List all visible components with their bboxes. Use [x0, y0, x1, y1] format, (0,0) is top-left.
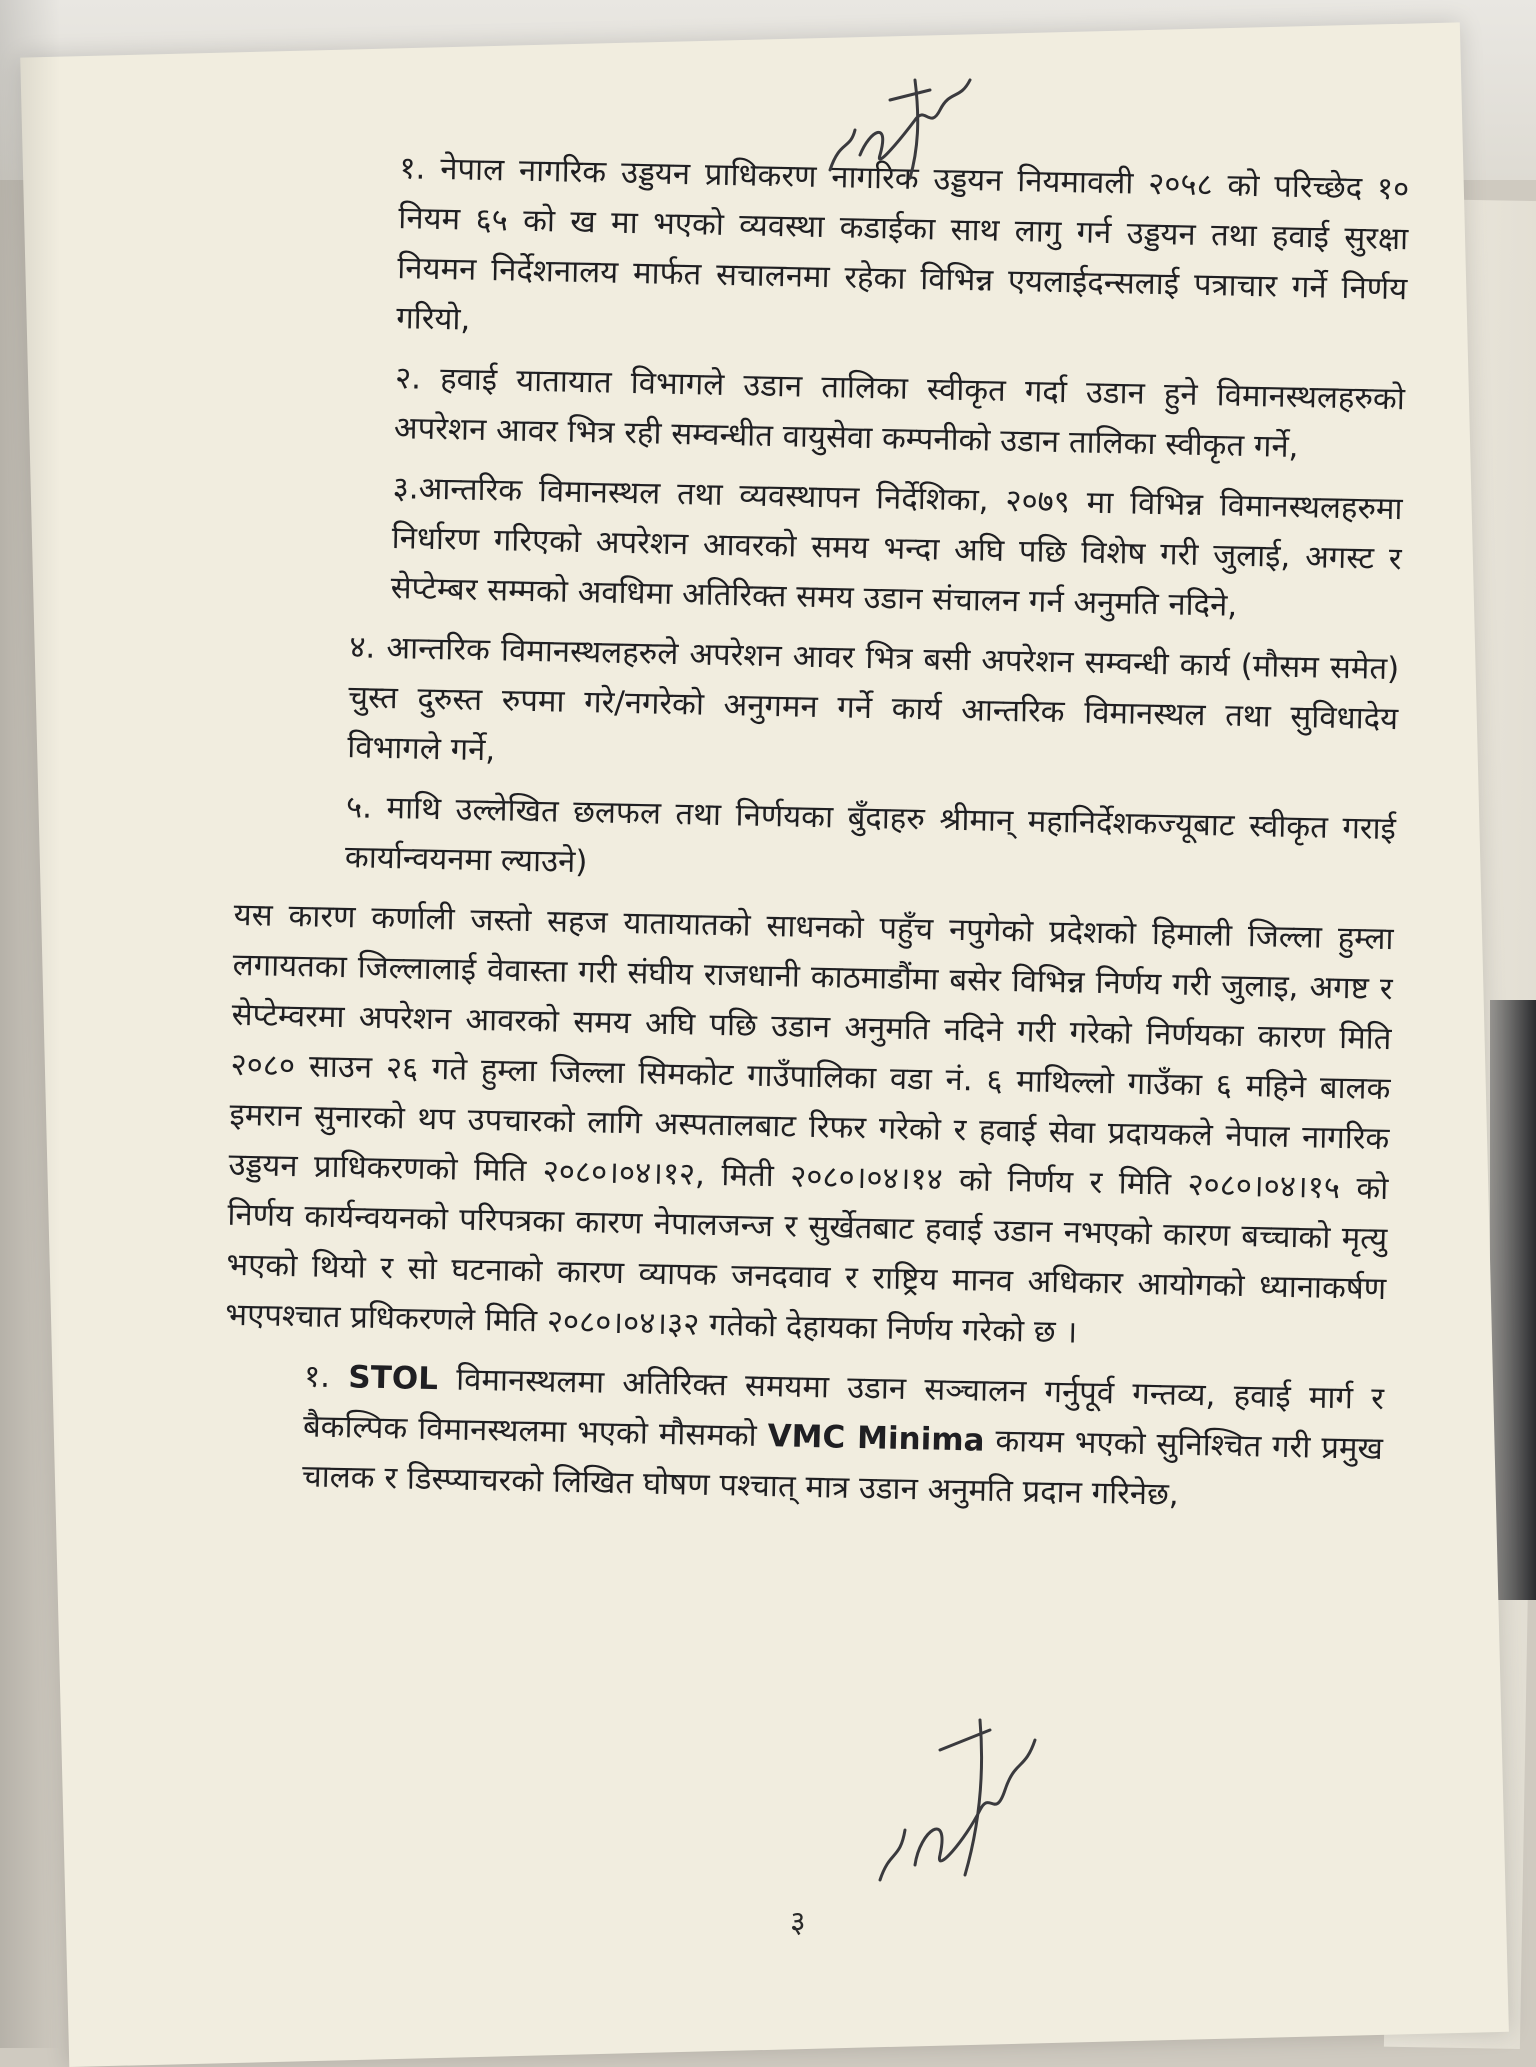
background-dark-edge [1490, 1000, 1536, 1600]
decision-item-1 [222, 1350, 1385, 1524]
stol-term: STOL [347, 1359, 439, 1398]
vmc-minima-term: VMC Minima [767, 1418, 985, 1459]
page-shadow [0, 0, 60, 2048]
document-content [221, 140, 1409, 1534]
signature-bottom [860, 1690, 1050, 1890]
page-number: ३ [790, 1905, 806, 1940]
point-5: ५. माथि उल्लेखित छलफल तथा निर्णयका बुँदाहरु श्रीमान् महानिर्देशकज्यूबाट स्वीकृत गराई कार्यान्वयनमा ल्याउने) [344, 789, 1397, 881]
point-3: ३.आन्तरिक विमानस्थल तथा व्यवस्थापन निर्देशिका, २०७९ मा विभिन्न विमानस्थलहरुमा निर्धारण गरिएको अपरेशन आवरको समय भन्दा अघि पछि विशेष गरी जुलाई, अगस्ट र सेप्टेम्बर सम्मको अवधिमा अतिरिक्त समय उडान संचालन गर्न अनुमति नदिने, [390, 470, 1403, 624]
signature-top [820, 60, 990, 190]
point-1: १. नेपाल नागरिक उड्डयन प्राधिकरण नागरिक उड्डयन नियमावली २०५८ को परिच्छेद १० नियम ६५ को ख मा भएको व्यवस्था कडाईका साथ लागु गर्न उड्डयन तथा हवाई सुरक्षा नियमन निर्देशनालय मार्फत सचालनमा रहेका विभिन्न एयलाईदन्सलाई पत्राचार गर्ने निर्णय गरियो, [395, 150, 1410, 338]
body-paragraph: यस कारण कर्णाली जस्तो सहज यातायातको साधनको पहुँच नपुगेको प्रदेशको हिमाली जिल्ला हुम्ला लगायतका जिल्लालाई वेवास्ता गरी संघीय राजधानी काठमाडौंमा बसेर विभिन्न निर्णय गरी जुलाइ, अगष्ट र सेप्टेम्वरमा अपरेशन आवरको समय अघि पछि उडान अनुमति नदिने गरी गरेको निर्णयका कारण मिति २०८० साउन २६ गते हुम्ला जिल्ला सिमकोट गाउँपालिका वडा नं. ६ माथिल्लो गाउँका ६ महिने बालक इमरान सुनारको थप उपचारको लागि अस्पतालबाट रिफर गरेको र हवाई सेवा प्रदायकले नेपाल नागरिक उड्डयन प्राधिकरणको मिति २०८०।०४।१२, मिती २०८०।०४।१४ को निर्णय र मिति २०८०।०४।१५ को निर्णय कार्यन्वयनको परिपत्रका कारण नेपालजन्ज र सुर्खेतबाट हवाई उडान नभएको कारण बच्चाको मृत्यु भएको थियो र सो घटनाको कारण व्यापक जनदवाव र राष्ट्रिय मानव अधिकार आयोगको ध्यानाकर्षण भएपश्चात प्रधिकरणले मिति २०८०।०४।३२ गतेको देहायका निर्णय गरेको छ । [225, 896, 1394, 1351]
decision-number: १. [303, 1358, 349, 1396]
decision-text-a: विमानस्थलमा अतिरिक्त समयमा उडान सञ्चालन गर्नुपूर्व गन्तव्य, हवाई मार्ग र बैकल्पिक विमानस्थलमा भएको मौसमको [302, 1361, 1385, 1455]
point-2: २. हवाई यातायात विभागले उडान तालिका स्वीकृत गर्दा उडान हुने विमानस्थलहरुको अपरेशन आवर भित्र रही सम्वन्धीत वायुसेवा कम्पनीको उडान तालिका स्वीकृत गर्ने, [393, 360, 1406, 466]
point-4: ४. आन्तरिक विमानस्थलहरुले अपरेशन आवर भित्र बसी अपरेशन सम्वन्धी कार्य (मौसम समेत) चुस्त दुरुस्त रुपमा गरे/नगरेको अनुगमन गर्ने कार्य आन्तरिक विमानस्थल तथा सुविधादेय विभागले गर्ने, [346, 629, 1400, 769]
decision-text-b: कायम भएको सुनिश्चित गरी प्रमुख चालक र डिस्प्याचरको लिखित घोषण पश्चात् मात्र उडान अनुमति प्रदान गरिनेछ, [301, 1422, 1384, 1513]
